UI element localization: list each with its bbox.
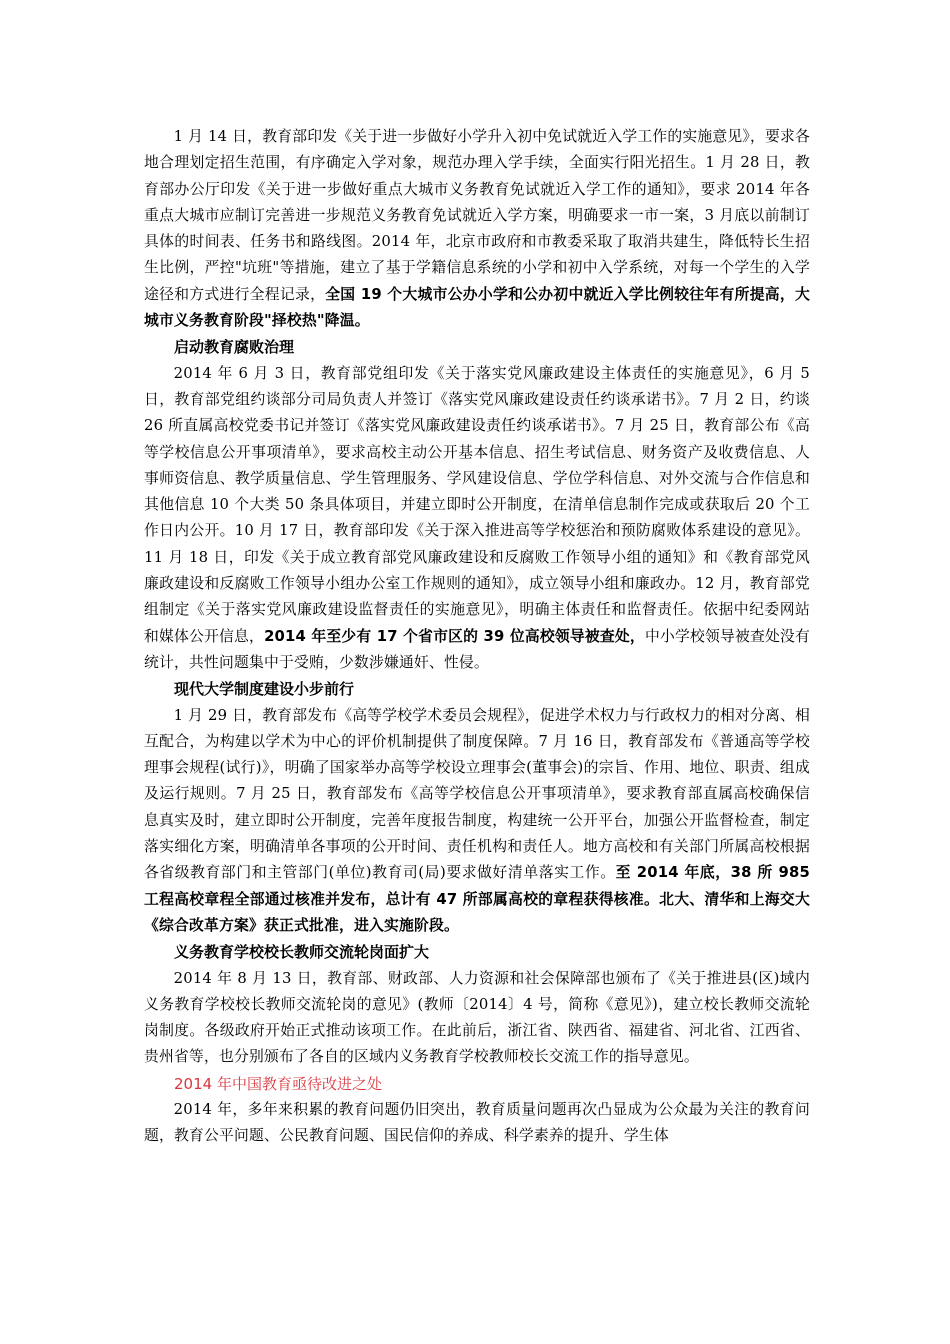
paragraph-bold-text: 至 2014 年底，38 所 985 工程高校章程全部通过核准并发布，总计有 47 所部属高校的章程获得核准。北大、清华和上海交大《综合改革方案》获正式批准，进入实施阶段。 [144,864,810,934]
paragraph-text: 1 月 29 日，教育部发布《高等学校学术委员会规程》，促进学术权力与行政权力的相对分离、相互配合，为构建以学术为中心的评价机制提供了制度保障。7 月 16 日，教育部发布《普通高等学校理事会规程(试行)》，明确了国家举办高等学校设立理事会(董事会)的宗旨、作用、地位、职责、组成及运行规则。7 月 25 日，教育部发布《高等学校信息公开事项清单》，要求教育部直属高校确保信息真实及时，建立即时公开制度，完善年度报告制度，构建统一公开平台，加强公开监督检查，制定落实细化方案，明确清单各事项的公开时间、责任机构和责任人。地方高校和有关部门所属高校根据各省级教育部门和主管部门(单位)教育司(局)要求做好清单落实工作。 [144,706,810,882]
paragraph-teacher-rotation [144,966,810,1071]
paragraph-text: 中小学校领导被查处没有统计，共性问题集中于受贿，少数涉嫌通奸、性侵。 [144,627,811,671]
paragraph-text: 2014 年，多年来积累的教育问题仍旧突出，教育质量问题再次凸显成为公众最为关注的教育问题，教育公平问题、公民教育问题、国民信仰的养成、科学素养的提升、学生体 [144,1100,810,1145]
paragraph-enrollment [144,124,810,334]
section-heading-anticorruption: 启动教育腐败治理 [174,338,295,357]
paragraph-anticorruption [144,361,810,677]
paragraph-bold-text: 2014 年至少有 17 个省市区的 39 位高校领导被查处， [264,627,645,645]
section-heading-university-system: 现代大学制度建设小步前行 [174,680,355,699]
paragraph-bold-text: 全国 19 个大城市公办小学和公办初中就近入学比例较往年有所提高，大城市义务教育阶段"择校热"降温。 [144,285,810,330]
paragraph-improvements [144,1097,810,1150]
paragraph-text: 2014 年 6 月 3 日，教育部党组印发《关于落实党风廉政建设主体责任的实施意见》，6 月 5 日，教育部党组约谈部分司局负责人并签订《落实党风廉政建设责任约谈承诺书》。7 月 2 日，约谈 26 所直属高校党委书记并签订《落实党风廉政建设责任约谈承诺书》。7 月 25 日，教育部公布《高等学校信息公开事项清单》，要求高校主动公开基本信息、招生考试信息、财务资产及收费信息、人事师资信息、教学质量信息、学生管理服务、学风建设信息、学位学科信息、对外交流与合作信息和其他信息 10 个大类 50 条具体项目，并建立即时公开制度，在清单信息制作完成或获取后 20 个工作日内公开。10 月 17 日，教育部印发《关于深入推进高等学校惩治和预防腐败体系建设的意见》。11 月 18 日，印发《关于成立教育部党风廉政建设和反腐败工作领导小组的通知》和《教育部党风廉政建设和反腐败工作领导小组办公室工作规则的通知》，成立领导小组和廉政办。12 月，教育部党组制定《关于落实党风廉政建设监督责任的实施意见》，明确主体责任和监督责任。依据中纪委网站和媒体公开信息， [144,364,810,645]
section-heading-improvements: 2014 年中国教育亟待改进之处 [174,1074,382,1093]
paragraph-text: 1 月 14 日，教育部印发《关于进一步做好小学升入初中免试就近入学工作的实施意见》，要求各地合理划定招生范围，有序确定入学对象，规范办理入学手续，全面实行阳光招生。1 月 28 日，教育部办公厅印发《关于进一步做好重点大城市义务教育免试就近入学工作的通知》，要求 2014 年各重点大城市应制订完善进一步规范义务教育免试就近入学方案，明确要求一市一案，3 月底以前制订具体的时间表、任务书和路线图。2014 年，北京市政府和市教委采取了取消共建生，降低特长生招生比例，严控"坑班"等措施，建立了基于学籍信息系统的小学和初中入学系统，对每一个学生的入学途径和方式进行全程记录， [144,128,810,303]
document-page [144,124,810,1150]
paragraph-university-system [144,703,810,940]
section-heading-teacher-rotation: 义务教育学校校长教师交流轮岗面扩大 [174,943,430,962]
paragraph-text: 2014 年 8 月 13 日，教育部、财政部、人力资源和社会保障部也颁布了《关于推进县(区)域内义务教育学校校长教师交流轮岗的意见》(教师〔2014〕4 号，简称《意见》)，建立校长教师交流轮岗制度。各级政府开始正式推动该项工作。在此前后，浙江省、陕西省、福建省、河北省、江西省、贵州省等，也分别颁布了各自的区域内义务教育学校教师校长交流工作的指导意见。 [144,969,810,1066]
